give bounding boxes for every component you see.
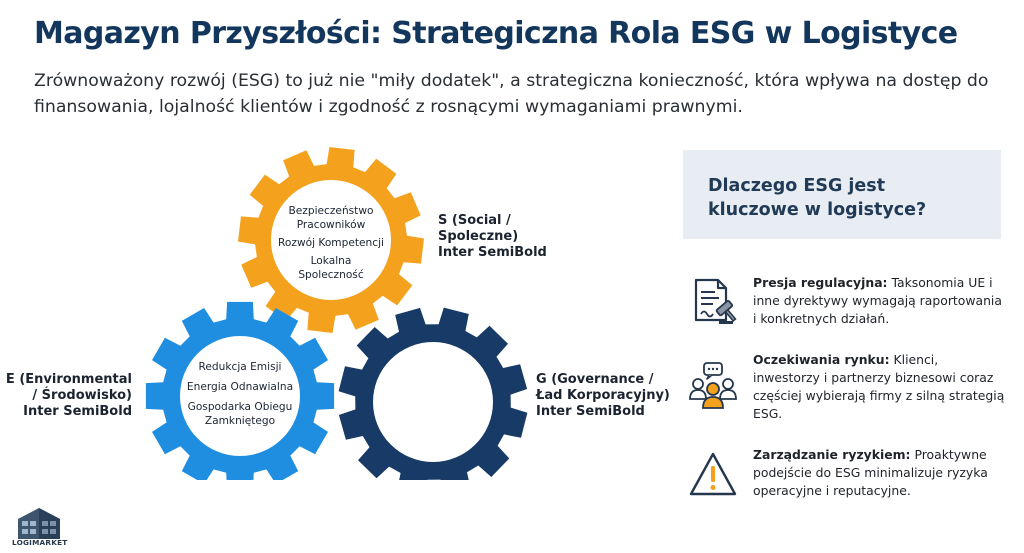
governance-pillar-label — [536, 372, 670, 420]
environmental-line-3: Gospodarka Obiegu — [187, 401, 293, 413]
page-title: Magazyn Przyszłości: Strategiczna Rola ESG w Logistyce — [34, 16, 958, 51]
environmental-line-1: Redukcja Emisji — [198, 361, 282, 373]
governance-line-3: Transparentność — [389, 397, 477, 409]
governance-line-2: Dostaw — [413, 377, 453, 389]
social-line-4: Lokalna — [310, 255, 352, 267]
governance-line-1: Etyczny Łańcuch — [388, 363, 478, 375]
social-line-5: Spoleczność — [298, 269, 364, 281]
environmental-label-line-1: E (Environmental — [5, 372, 132, 387]
legal-document-gavel-icon — [688, 276, 738, 326]
environmental-label-line-3: Inter SemiBold — [23, 404, 132, 419]
people-group-icon — [688, 361, 738, 411]
why-esg-heading: Dlaczego ESG jest kluczowe w logistyce? — [708, 176, 927, 220]
environmental-line-2: Energia Odnawialna — [186, 381, 294, 393]
social-pillar-label — [438, 213, 547, 261]
reason-title: Oczekiwania rynku: — [753, 352, 890, 367]
social-line-3: Rozwój Kompetencji — [278, 237, 384, 249]
esg-gears-diagram — [0, 140, 560, 480]
governance-label-line-1: G (Governance / — [536, 372, 654, 387]
reason-text — [753, 446, 1008, 500]
social-label-line-2: Spoleczne) — [438, 229, 519, 244]
governance-line-4: Zarządzanie — [400, 416, 466, 428]
reason-text — [753, 274, 1008, 328]
environmental-label-line-2: / Środowisko) — [32, 388, 132, 403]
social-label-line-1: S (Social / — [438, 213, 511, 228]
reason-title: Presja regulacyjna: — [753, 275, 888, 290]
governance-gear — [339, 308, 528, 480]
page-subtitle: Zrównoważony rozwój (ESG) to już nie "miły dodatek", a strategiczna konieczność, która wpływa na dostęp do finansowania, lojalność klientów i zgodność z rosnącymi wymaganiami prawnymi. — [34, 71, 989, 117]
reason-text — [753, 351, 1008, 423]
gear-e-center — [180, 336, 300, 456]
social-line-2: Pracowników — [296, 219, 366, 231]
governance-label-line-2: Ład Korporacyjny) — [536, 388, 670, 403]
why-esg-panel — [683, 150, 1001, 239]
environmental-line-4: Zamkniętego — [204, 415, 276, 427]
logo-wordmark: LOGIMARKET — [12, 538, 68, 547]
reason-description: Klienci, inwestorzy i partnerzy biznesowi coraz częściej wybierają firmy z silną strategią ESG. — [753, 352, 1005, 421]
reason-title: Zarządzanie ryzykiem: — [753, 447, 911, 462]
environmental-pillar-label — [2, 372, 132, 420]
reason-description: Proaktywne podejście do ESG minimalizuje ryzyka operacyjne i reputacyjne. — [753, 447, 988, 498]
governance-line-5: Ryzykiem — [407, 430, 459, 442]
warning-triangle-icon — [688, 450, 738, 500]
reason-description: Taksonomia UE i inne dyrektywy wymagają raportowania i konkretnych działań. — [753, 275, 1002, 326]
social-line-1: Bezpieczeństwo — [288, 205, 374, 217]
governance-label-line-3: Inter SemiBold — [536, 404, 645, 419]
social-label-line-3: Inter SemiBold — [438, 245, 547, 260]
